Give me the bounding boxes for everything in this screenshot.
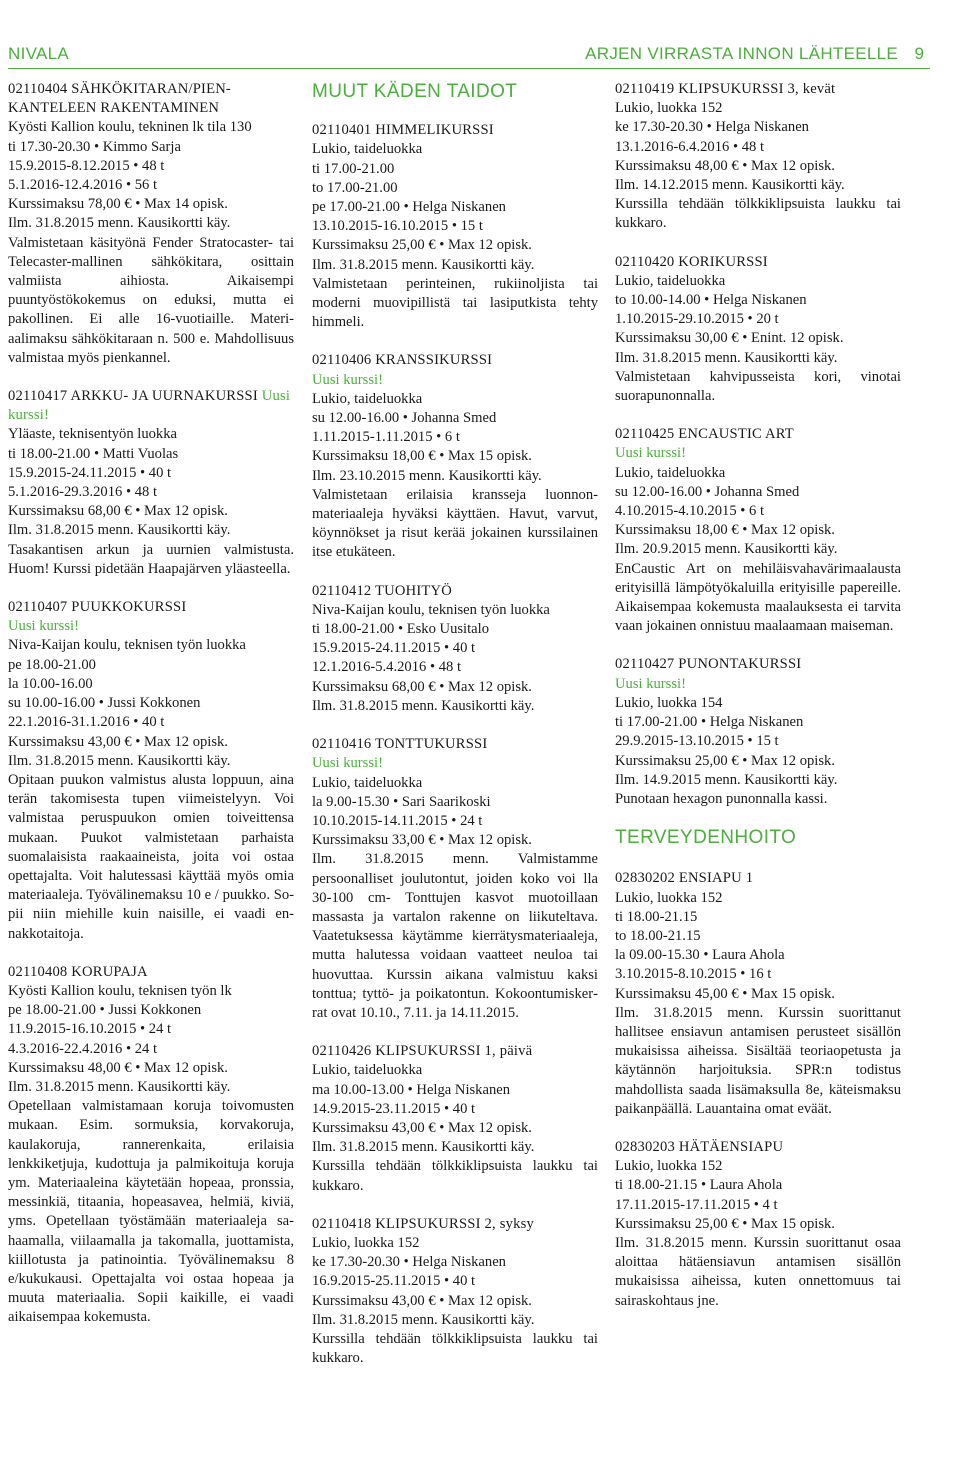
course-description: Punotaan hexagon punonnalla kassi.: [615, 790, 828, 807]
course-detail: 5.1.2016-12.4.2016 • 56 t: [8, 177, 158, 194]
course-detail: ma 10.00-13.00 • Helga Niskanen: [312, 1081, 511, 1098]
course-detail: su 12.00-16.00 • Johanna Smed: [312, 410, 497, 427]
course-detail: Ilm. 14.9.2015 menn. Kausikortti käy.: [615, 771, 838, 788]
course-entry: [312, 582, 598, 716]
course-detail: 4.10.2015-4.10.2015 • 6 t: [615, 503, 765, 520]
course-detail: Kurssimaksu 68,00 € • Max 12 opisk.: [312, 678, 532, 695]
course-title: [312, 582, 598, 601]
column-3: [615, 80, 901, 1330]
course-detail: 22.1.2016-31.1.2016 • 40 t: [8, 714, 165, 731]
course-detail: Ilm. 31.8.2015 menn. Kausikortti käy.: [8, 215, 231, 232]
course-detail: Ilm. 14.12.2015 menn. Kausikortti käy.: [615, 177, 845, 194]
course-title-text: 02830202 ENSIAPU 1: [615, 870, 754, 887]
course-detail: 17.11.2015-17.11.2015 • 4 t: [615, 1196, 778, 1213]
course-title-text: 02110408 KORUPAJA: [8, 963, 148, 980]
course-detail: 5.1.2016-29.3.2016 • 48 t: [8, 484, 158, 501]
course-detail: Ilm. 31.8.2015 menn. Kausikortti käy.: [8, 752, 231, 769]
course-detail: Lukio, luokka 154: [615, 694, 723, 711]
course-detail: ti 18.00-21.00 • Matti Vuolas: [8, 445, 179, 462]
course-detail: ke 17.30-20.30 • Helga Niskanen: [615, 119, 809, 136]
course-detail: Kurssimaksu 25,00 € • Max 15 opisk.: [615, 1215, 835, 1232]
course-detail: Kurssimaksu 78,00 € • Max 14 opisk.: [8, 196, 228, 213]
course-detail: Lukio, taideluokka: [312, 141, 423, 158]
course-entry: [615, 253, 901, 407]
course-detail: Ilm. 31.8.2015 menn. Kausikortti käy.: [615, 349, 838, 366]
course-detail: la 09.00-15.30 • Laura Ahola: [615, 947, 785, 964]
course-detail: ti 17.00-21.00 • Helga Niskanen: [615, 714, 804, 731]
course-description: Kurssilla tehdään tölkkiklipsuista laukku tai kukkaro.: [312, 1330, 598, 1367]
course-detail: 14.9.2015-23.11.2015 • 40 t: [312, 1100, 476, 1117]
course-detail: Lukio, taideluokka: [312, 774, 423, 791]
course-detail: to 10.00-14.00 • Helga Niskanen: [615, 292, 807, 309]
course-description: EnCaustic Art on mehiläisvahavärimaalausta erityisillä lämpötyökaluilla erityisille papereille. Aikaisempaa kokemusta maalauksesta ei tarvita vaan jokainen onnistuu maalaamaan maiseman.: [615, 560, 901, 635]
course-detail: 15.9.2015-8.12.2015 • 48 t: [8, 157, 165, 174]
course-detail: Niva-Kaijan koulu, teknisen työn luokka: [8, 637, 246, 654]
course-title-text: 02110425 ENCAUSTIC ART: [615, 426, 794, 443]
course-description: Kurssilla tehdään tölkkiklipsuista laukku tai kukkaro.: [312, 1158, 598, 1194]
course-title: [615, 655, 901, 674]
course-detail: su 12.00-16.00 • Johanna Smed: [615, 483, 800, 500]
course-entry: [615, 80, 901, 234]
course-title-text: 02110401 HIMMELIKURSSI: [312, 122, 494, 139]
course-detail: 10.10.2015-14.11.2015 • 24 t: [312, 812, 483, 829]
course-detail: 1.11.2015-1.11.2015 • 6 t: [312, 429, 460, 446]
course-detail: Ilm. 31.8.2015 menn. Kausikortti käy.: [312, 697, 535, 714]
new-course-badge: Uusi kurssi!: [615, 675, 686, 692]
course-detail: Kurssimaksu 43,00 € • Max 12 opisk.: [8, 733, 228, 750]
course-detail: Lukio, taideluokka: [312, 1062, 423, 1079]
course-detail: Lukio, luokka 152: [615, 1158, 723, 1175]
course-detail: 1.10.2015-29.10.2015 • 20 t: [615, 311, 779, 328]
page-number: 9: [914, 44, 924, 63]
course-detail: Ilm. 31.8.2015 menn. Kausikortti käy.: [312, 256, 535, 273]
course-detail: la 9.00-15.30 • Sari Saarikoski: [312, 793, 491, 810]
course-title-text: 02110427 PUNONTAKURSSI: [615, 656, 802, 673]
course-detail: Kurssimaksu 48,00 € • Max 12 opisk.: [615, 157, 835, 174]
course-detail: Kurssimaksu 43,00 € • Max 12 opisk.: [312, 1119, 532, 1136]
course-detail: ke 17.30-20.30 • Helga Niskanen: [312, 1254, 506, 1271]
course-entry: [615, 655, 901, 809]
course-description: Valmistetaan erilaisia kransseja luonnonmateriaaleja hyväksi käyttäen. Havut, varvut, köynnökset ja risut kerää jokainen kurssilainen itse etukäteen.: [312, 486, 598, 561]
course-description: Valmistetaan käsityönä Fender Stratocaster- tai Telecaster-mallinen sähkökitara, osittain valmiista aihiosta. Aikaisempi puuntyöstökokemus on eduksi, mutta ei pakollinen. Ei alle 16-vuotiaille. Materiaalimaksu sähkökitaraan n. 500 e. Mahdollisuus valmistaa myös pienkannel.: [8, 234, 294, 366]
course-detail: Yläaste, teknisentyön luokka: [8, 426, 178, 443]
course-entry: [8, 598, 294, 944]
course-detail: Lukio, luokka 152: [615, 100, 723, 117]
page-header-right: ARJEN VIRRASTA INNON LÄHTEELLE: [585, 44, 898, 63]
header-rule: [8, 68, 930, 69]
course-detail: 4.3.2016-22.4.2016 • 24 t: [8, 1040, 158, 1057]
course-detail: pe 18.00-21.00: [8, 656, 96, 673]
course-detail: Ilm. 20.9.2015 menn. Kausikortti käy.: [615, 541, 838, 558]
course-title: [615, 425, 901, 444]
course-title-text: 02110426 KLIPSUKURSSI 1, päivä: [312, 1043, 533, 1060]
course-detail: Ilm. 23.10.2015 menn. Kausikortti käy.: [312, 467, 542, 484]
course-detail: Kurssimaksu 30,00 € • Enint. 12 opisk.: [615, 330, 844, 347]
course-entry: [312, 1042, 598, 1196]
course-detail: Ilm. 31.8.2015 menn. Kausikortti käy.: [8, 1078, 231, 1095]
course-title: [8, 598, 294, 617]
course-description: Ilm. 31.8.2015 menn. Kurssin suorittanut hallitsee ensiavun antamisen perusteet sisällön mukaisissa aiheissa. Sisältää teoriaopetusta ja käytännön harjoituksia. SPR:n todistus mahdollista saada lisämaksulla 8e, käteismaksu paikanpäällä. Lauantaina omat eväät.: [615, 1004, 901, 1117]
course-detail: 11.9.2015-16.10.2015 • 24 t: [8, 1021, 172, 1038]
course-entry: [615, 425, 901, 636]
course-title-text: 02830203 HÄTÄENSIAPU: [615, 1138, 784, 1155]
course-entry: [615, 1138, 901, 1311]
course-title-text: 02110419 KLIPSUKURSSI 3, kevät: [615, 81, 836, 97]
course-description: Ilm. 31.8.2015 menn. Valmistamme persoonalliset joulutontut, joiden koko voi lla 30-100 cm- Tonttujen kasvot muotoillaan massasta ja vartalon rakenne on liikuteltava. Vaatetuksessa käytämme kierrätysmateriaaleja, mutta halutessa voidaan vaatteet neuloa tai huovuttaa. Kurssin aikana valmistuu kaksi tonttua; tyttö- ja poikatontun. Kokoontumiskerrat ovat 10.10., 7.11. ja 14.11.2015.: [312, 851, 598, 1021]
course-title-text: 02110406 KRANSSIKURSSI: [312, 352, 493, 369]
course-title: [615, 253, 901, 272]
course-detail: Kurssimaksu 33,00 € • Max 12 opisk.: [312, 832, 532, 849]
course-entry: [615, 869, 901, 1119]
course-title-text: 02110404 SÄHKÖKITARAN/PIEN-KANTELEEN RAKENTAMINEN: [8, 81, 231, 117]
course-detail: ti 18.00-21.15: [615, 908, 698, 925]
course-detail: la 10.00-16.00: [8, 675, 93, 692]
section-title: MUUT KÄDEN TAIDOT: [312, 81, 518, 102]
course-detail: Lukio, luokka 152: [615, 889, 723, 906]
course-detail: Kurssimaksu 25,00 € • Max 12 opisk.: [312, 237, 532, 254]
course-detail: pe 17.00-21.00 • Helga Niskanen: [312, 199, 506, 216]
new-course-badge: Uusi kurssi!: [312, 755, 383, 772]
column-1: [8, 80, 294, 1347]
course-title-text: 02110416 TONTTUKURSSI: [312, 736, 488, 753]
new-course-badge: Uusi kurssi!: [8, 388, 291, 424]
course-detail: Kurssimaksu 43,00 € • Max 12 opisk.: [312, 1292, 532, 1309]
course-detail: ti 18.00-21.00 • Esko Uusitalo: [312, 621, 489, 638]
course-title-text: 02110417 ARKKU- JA UURNAKURSSI: [8, 388, 258, 405]
course-detail: to 17.00-21.00: [312, 179, 398, 196]
course-detail: 3.10.2015-8.10.2015 • 16 t: [615, 966, 772, 983]
course-title: [8, 80, 294, 118]
course-description: Tasakantisen arkun ja uurnien valmistusta. Huom! Kurssi pidetään Haapajärven yläasteella.: [8, 541, 294, 577]
course-detail: Lukio, luokka 152: [312, 1234, 420, 1251]
course-detail: ti 17.00-21.00: [312, 160, 395, 177]
course-entry: [312, 351, 598, 562]
new-course-badge: Uusi kurssi!: [8, 618, 79, 635]
course-detail: Kyösti Kallion koulu, tekninen lk tila 130: [8, 119, 252, 136]
course-entry: [312, 121, 598, 332]
course-detail: 15.9.2015-24.11.2015 • 40 t: [8, 464, 172, 481]
course-title: [615, 80, 901, 99]
course-description: Valmistetaan perinteinen, rukiinoljista tai moderni muovipillistä tai lasiputkista tehty himmeli.: [312, 275, 598, 331]
course-detail: Lukio, taideluokka: [615, 272, 726, 289]
course-title-text: 02110420 KORIKURSSI: [615, 253, 768, 270]
course-title-text: 02110412 TUOHITYÖ: [312, 582, 453, 599]
course-detail: Kurssimaksu 18,00 € • Max 12 opisk.: [615, 522, 835, 539]
course-detail: 16.9.2015-25.11.2015 • 40 t: [312, 1273, 476, 1290]
section-title: TERVEYDENHOITO: [615, 827, 797, 849]
course-detail: Lukio, taideluokka: [615, 464, 726, 481]
course-detail: Kurssimaksu 68,00 € • Max 12 opisk.: [8, 503, 228, 520]
course-description: Valmistetaan kahvipusseista kori, vinotai suorapunonnalla.: [615, 368, 901, 405]
course-detail: Ilm. 31.8.2015 menn. Kausikortti käy.: [312, 1311, 535, 1328]
course-title: [312, 735, 598, 754]
course-detail: ti 17.30-20.30 • Kimmo Sarja: [8, 138, 181, 155]
page-header-left: NIVALA: [8, 44, 70, 63]
course-detail: su 10.00-16.00 • Jussi Kokkonen: [8, 695, 201, 712]
course-detail: Kurssimaksu 48,00 € • Max 12 opisk.: [8, 1059, 228, 1076]
course-title: [312, 1215, 598, 1234]
course-detail: Kurssimaksu 18,00 € • Max 15 opisk.: [312, 448, 532, 465]
course-description: Opetellaan valmistamaan koruja toivomusten mukaan. Esim. sormuksia, korvakoruja, kaulakoruja, rannerenkaita, erilaisia lenkkiketjuja, kudottuja ja palmikoituja koruja ym. Materiaaleina käytetään hopeaa, pronssia, messinkiä, titaania, hopeasavea, helmiä, kiviä, yms. Opetellaan työstämään materiaaleja sahaamalla, viilaamalla ja takomalla, juottamista, kiillotusta ja patinointia. Työvälinemaksu 8 e/kukukausi. Opettajalta voi ostaa hopeaa ja muuta materiaalia. Sopii kaikille, ei vaadi aikaisempaa kokemusta.: [8, 1098, 294, 1326]
course-title: [8, 963, 294, 982]
course-title: [312, 351, 598, 370]
course-detail: ti 18.00-21.15 • Laura Ahola: [615, 1177, 783, 1194]
course-detail: 12.1.2016-5.4.2016 • 48 t: [312, 659, 462, 676]
new-course-badge: Uusi kurssi!: [312, 371, 383, 388]
course-detail: Ilm. 31.8.2015 menn. Kausikortti käy.: [312, 1139, 535, 1156]
course-title: [8, 387, 294, 425]
course-title: [312, 1042, 598, 1061]
course-title: [615, 869, 901, 888]
course-description: Ilm. 31.8.2015 menn. Kurssin suorittanut osaa aloittaa hätäensiavun antamisen sisällön mukaisissa aiheissa, kuten onnettomuus tai sairaskohtaus jne.: [615, 1234, 901, 1309]
course-entry: [8, 963, 294, 1328]
new-course-badge: Uusi kurssi!: [615, 445, 686, 462]
course-entry: [8, 80, 294, 368]
course-entry: [312, 1215, 598, 1369]
course-detail: 13.10.2015-16.10.2015 • 15 t: [312, 218, 483, 235]
course-title: [615, 1138, 901, 1157]
course-detail: Lukio, taideluokka: [312, 390, 423, 407]
column-2: [312, 80, 598, 1387]
course-title: [312, 121, 598, 140]
course-entry: [8, 387, 294, 579]
course-detail: to 18.00-21.15: [615, 927, 701, 944]
course-detail: Kyösti Kallion koulu, teknisen työn lk: [8, 982, 232, 999]
course-description: Kurssilla tehdään tölkkiklipsuista laukku tai kukkaro.: [615, 196, 901, 232]
course-detail: 29.9.2015-13.10.2015 • 15 t: [615, 733, 779, 750]
course-title-text: 02110407 PUUKKOKURSSI: [8, 599, 187, 616]
course-detail: Kurssimaksu 45,00 € • Max 15 opisk.: [615, 985, 835, 1002]
course-detail: pe 18.00-21.00 • Jussi Kokkonen: [8, 1002, 202, 1019]
course-description: Opitaan puukon valmistus alusta loppuun, aina terän takomisesta tupen viimeistelyyn. Voi valmistaa peruspuukon omien toiveittensa mukaan. Puukot valmistetaan parhaista suomalaisista raakaaineista, joita voi ostaa opettajalta. Voit halutessasi käyttää myös omia materiaaleja. Työvälinemaksu 10 e / puukko. Sopii niin miehille kuin naisille, ei vaadi ennakkotaitoja.: [8, 771, 294, 942]
course-entry: [312, 735, 598, 1023]
course-detail: Kurssimaksu 25,00 € • Max 12 opisk.: [615, 752, 835, 769]
course-detail: Ilm. 31.8.2015 menn. Kausikortti käy.: [8, 522, 231, 539]
course-title-text: 02110418 KLIPSUKURSSI 2, syksy: [312, 1215, 534, 1232]
course-detail: 15.9.2015-24.11.2015 • 40 t: [312, 640, 476, 657]
course-detail: Niva-Kaijan koulu, teknisen työn luokka: [312, 601, 550, 618]
course-detail: 13.1.2016-6.4.2016 • 48 t: [615, 138, 765, 155]
